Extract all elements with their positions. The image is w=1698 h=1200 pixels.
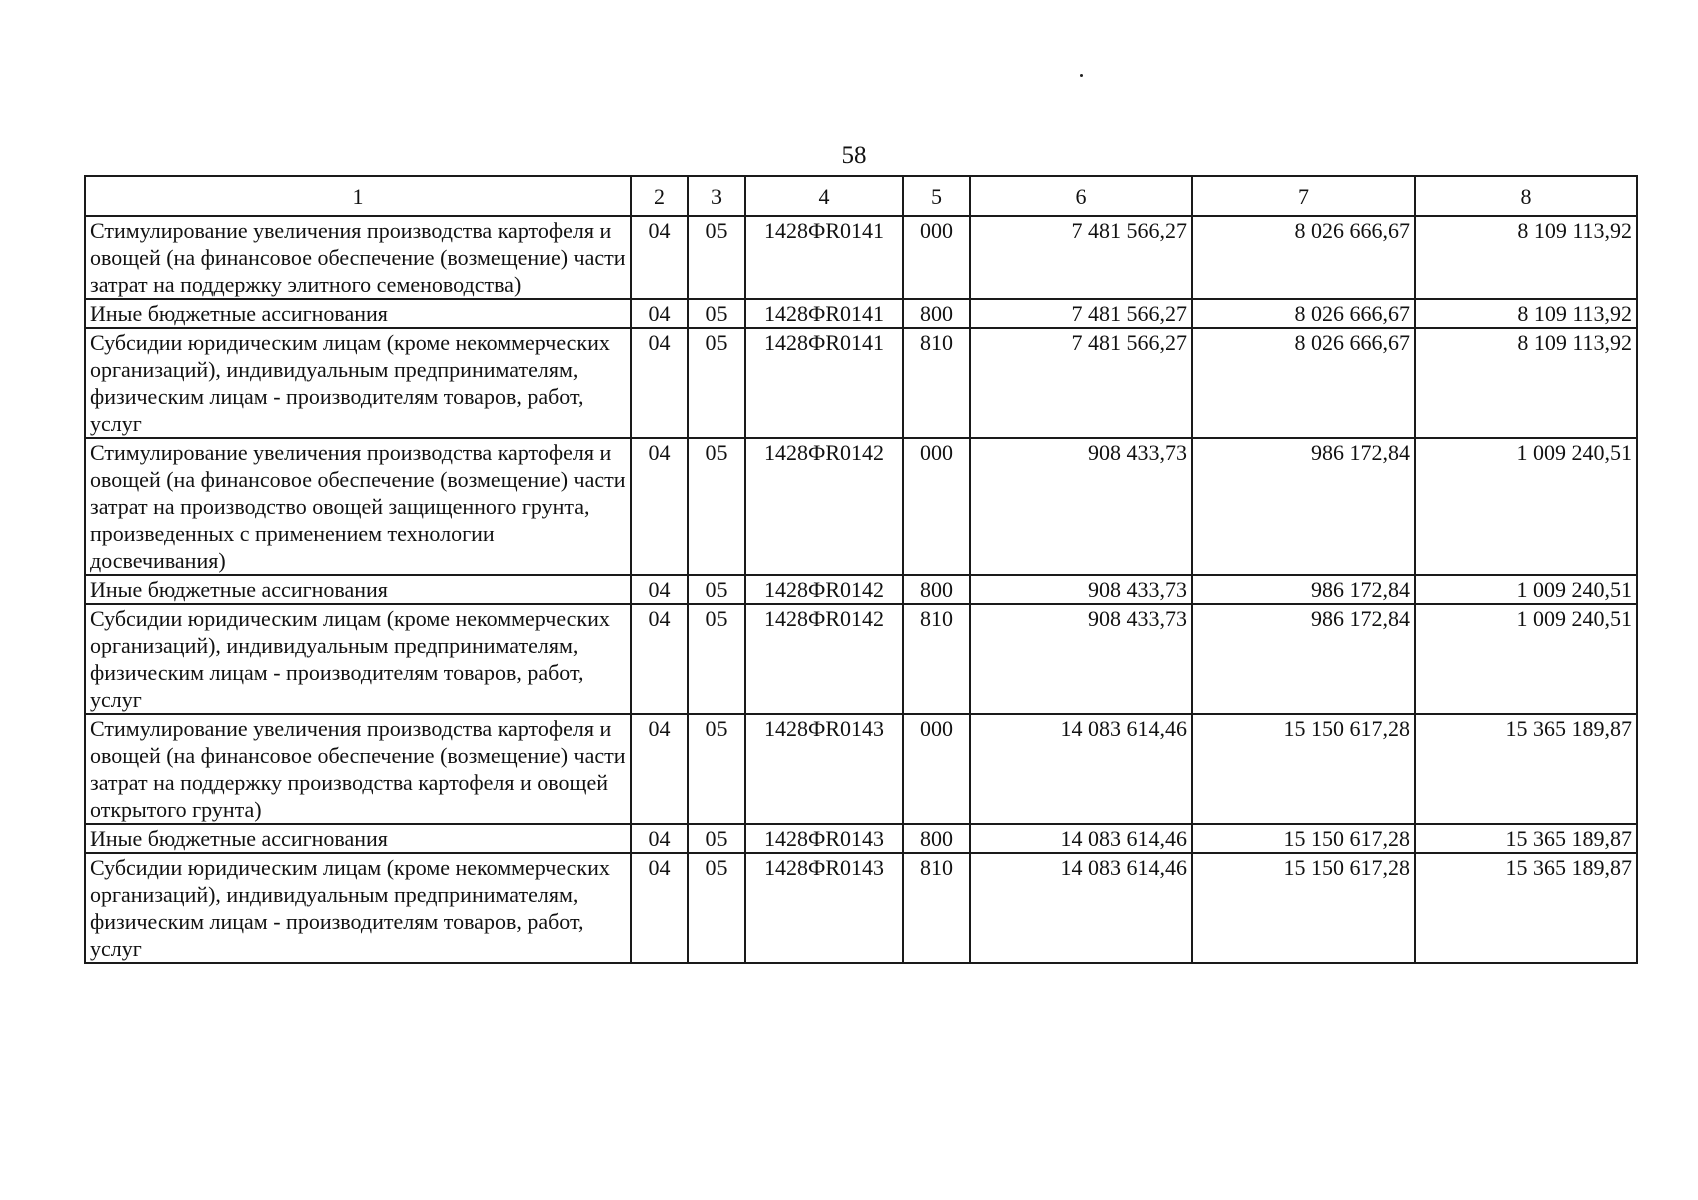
table-row bbox=[85, 438, 1637, 575]
row-expense-type: 810 bbox=[903, 853, 970, 963]
row-expense-type: 810 bbox=[903, 328, 970, 438]
row-expense-type: 810 bbox=[903, 604, 970, 714]
table-body bbox=[85, 216, 1637, 963]
row-expense-type: 000 bbox=[903, 216, 970, 299]
row-amount-8: 8 109 113,92 bbox=[1415, 299, 1637, 328]
row-amount-7: 8 026 666,67 bbox=[1192, 216, 1415, 299]
row-section: 04 bbox=[631, 824, 688, 853]
row-amount-6: 908 433,73 bbox=[970, 438, 1192, 575]
row-section: 04 bbox=[631, 604, 688, 714]
row-target-code: 1428ФR0142 bbox=[745, 438, 903, 575]
budget-table bbox=[84, 175, 1638, 964]
row-subsection: 05 bbox=[688, 328, 745, 438]
page-number: 58 bbox=[841, 142, 867, 169]
table-row bbox=[85, 604, 1637, 714]
row-expense-type: 000 bbox=[903, 438, 970, 575]
header-col-7: 7 bbox=[1192, 176, 1415, 216]
row-expense-type: 800 bbox=[903, 575, 970, 604]
table-row bbox=[85, 299, 1637, 328]
row-subsection: 05 bbox=[688, 714, 745, 824]
row-amount-6: 7 481 566,27 bbox=[970, 328, 1192, 438]
row-target-code: 1428ФR0143 bbox=[745, 824, 903, 853]
row-amount-8: 1 009 240,51 bbox=[1415, 438, 1637, 575]
row-amount-7: 986 172,84 bbox=[1192, 575, 1415, 604]
row-section: 04 bbox=[631, 328, 688, 438]
row-subsection: 05 bbox=[688, 853, 745, 963]
row-amount-8: 8 109 113,92 bbox=[1415, 328, 1637, 438]
row-subsection: 05 bbox=[688, 824, 745, 853]
row-amount-6: 14 083 614,46 bbox=[970, 824, 1192, 853]
row-amount-8: 1 009 240,51 bbox=[1415, 575, 1637, 604]
row-amount-7: 15 150 617,28 bbox=[1192, 714, 1415, 824]
row-subsection: 05 bbox=[688, 216, 745, 299]
row-target-code: 1428ФR0141 bbox=[745, 216, 903, 299]
row-amount-7: 15 150 617,28 bbox=[1192, 824, 1415, 853]
row-name: Стимулирование увеличения производства картофеля и овощей (на финансовое обеспечение (возмещение) части затрат на поддержку производства картофеля и овощей открытого грунта) bbox=[85, 714, 631, 824]
row-section: 04 bbox=[631, 299, 688, 328]
row-amount-8: 15 365 189,87 bbox=[1415, 714, 1637, 824]
row-amount-7: 8 026 666,67 bbox=[1192, 299, 1415, 328]
row-amount-6: 908 433,73 bbox=[970, 604, 1192, 714]
row-amount-6: 14 083 614,46 bbox=[970, 853, 1192, 963]
row-target-code: 1428ФR0141 bbox=[745, 299, 903, 328]
row-section: 04 bbox=[631, 216, 688, 299]
row-target-code: 1428ФR0142 bbox=[745, 575, 903, 604]
table-header bbox=[85, 176, 1637, 216]
header-col-6: 6 bbox=[970, 176, 1192, 216]
row-subsection: 05 bbox=[688, 438, 745, 575]
table-row bbox=[85, 714, 1637, 824]
row-amount-8: 1 009 240,51 bbox=[1415, 604, 1637, 714]
row-target-code: 1428ФR0141 bbox=[745, 328, 903, 438]
row-target-code: 1428ФR0142 bbox=[745, 604, 903, 714]
row-subsection: 05 bbox=[688, 604, 745, 714]
header-col-5: 5 bbox=[903, 176, 970, 216]
row-target-code: 1428ФR0143 bbox=[745, 853, 903, 963]
header-col-2: 2 bbox=[631, 176, 688, 216]
row-expense-type: 000 bbox=[903, 714, 970, 824]
row-section: 04 bbox=[631, 714, 688, 824]
row-name: Стимулирование увеличения производства картофеля и овощей (на финансовое обеспечение (возмещение) части затрат на поддержку элитного семеноводства) bbox=[85, 216, 631, 299]
table-row bbox=[85, 575, 1637, 604]
row-amount-7: 8 026 666,67 bbox=[1192, 328, 1415, 438]
row-amount-7: 986 172,84 bbox=[1192, 604, 1415, 714]
row-expense-type: 800 bbox=[903, 299, 970, 328]
row-amount-8: 15 365 189,87 bbox=[1415, 824, 1637, 853]
row-amount-7: 986 172,84 bbox=[1192, 438, 1415, 575]
row-target-code: 1428ФR0143 bbox=[745, 714, 903, 824]
row-amount-6: 7 481 566,27 bbox=[970, 299, 1192, 328]
header-col-1: 1 bbox=[85, 176, 631, 216]
scan-dot-mark bbox=[1080, 74, 1083, 77]
row-subsection: 05 bbox=[688, 575, 745, 604]
row-amount-6: 908 433,73 bbox=[970, 575, 1192, 604]
header-col-4: 4 bbox=[745, 176, 903, 216]
row-section: 04 bbox=[631, 853, 688, 963]
header-col-3: 3 bbox=[688, 176, 745, 216]
row-amount-8: 15 365 189,87 bbox=[1415, 853, 1637, 963]
row-name: Субсидии юридическим лицам (кроме некоммерческих организаций), индивидуальным предпринимателям, физическим лицам - производителям товаров, работ, услуг bbox=[85, 328, 631, 438]
row-amount-8: 8 109 113,92 bbox=[1415, 216, 1637, 299]
row-name: Стимулирование увеличения производства картофеля и овощей (на финансовое обеспечение (возмещение) части затрат на производство овощей защищенного грунта, произведенных с применением технологии досвечивания) bbox=[85, 438, 631, 575]
header-row bbox=[85, 176, 1637, 216]
row-name: Субсидии юридическим лицам (кроме некоммерческих организаций), индивидуальным предпринимателям, физическим лицам - производителям товаров, работ, услуг bbox=[85, 604, 631, 714]
row-subsection: 05 bbox=[688, 299, 745, 328]
header-col-8: 8 bbox=[1415, 176, 1637, 216]
table-row bbox=[85, 216, 1637, 299]
row-section: 04 bbox=[631, 575, 688, 604]
row-name: Иные бюджетные ассигнования bbox=[85, 575, 631, 604]
row-amount-7: 15 150 617,28 bbox=[1192, 853, 1415, 963]
table-row bbox=[85, 824, 1637, 853]
table-row bbox=[85, 853, 1637, 963]
row-name: Субсидии юридическим лицам (кроме некоммерческих организаций), индивидуальным предпринимателям, физическим лицам - производителям товаров, работ, услуг bbox=[85, 853, 631, 963]
row-expense-type: 800 bbox=[903, 824, 970, 853]
row-name: Иные бюджетные ассигнования bbox=[85, 824, 631, 853]
row-name: Иные бюджетные ассигнования bbox=[85, 299, 631, 328]
table-row bbox=[85, 328, 1637, 438]
row-amount-6: 14 083 614,46 bbox=[970, 714, 1192, 824]
row-amount-6: 7 481 566,27 bbox=[970, 216, 1192, 299]
row-section: 04 bbox=[631, 438, 688, 575]
